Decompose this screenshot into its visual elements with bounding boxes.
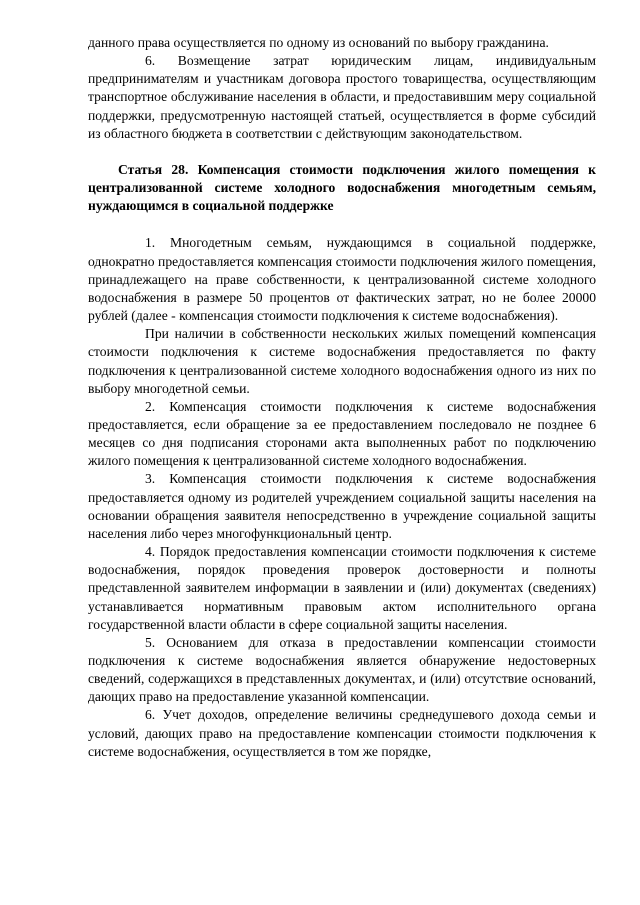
paragraph-item-5: 5. Основанием для отказа в предоставлении компенсации стоимости подключения к системе водоснабжения является обнаружение недостоверных сведений, содержащихся в представленных документах, и (или) отсутствие оснований, дающих право на предоставление указанной компенсации. bbox=[88, 634, 596, 705]
paragraph-item-1: 1. Многодетным семьям, нуждающимся в социальной поддержке, однократно предоставляется компенсация стоимости подключения жилого помещения, принадлежащего на праве собственности, к централизованной системе холодного водоснабжения в размере 50 процентов от фактических затрат, но не более 20000 рублей (далее - компенсация стоимости подключения к системе водоснабжения). bbox=[88, 235, 596, 324]
article-28-heading: Статья 28. Компенсация стоимости подключения жилого помещения к централизованной системе холодного водоснабжения многодетным семьям, нуждающимся в социальной поддержке bbox=[88, 161, 596, 214]
paragraph-item-6: 6. Учет доходов, определение величины среднедушевого дохода семьи и условий, дающих право на предоставление компенсации стоимости подключения к системе водоснабжения, осуществляется в том же порядке, bbox=[88, 707, 596, 759]
paragraph-item-2: 2. Компенсация стоимости подключения к системе водоснабжения предоставляется, если обращение за ее предоставлением последовало не позднее 6 месяцев со дня подписания сторонами акта выполненных работ по подключению жилого помещения к централизованной системе холодного водоснабжения. bbox=[88, 398, 596, 469]
paragraph-item-4: 4. Порядок предоставления компенсации стоимости подключения к системе водоснабжения, порядок проведения проверок достоверности и полноты представленной заявителем информации в заявлении и (или) документах (сведениях) устанавливается нормативным правовым актом исполнительного органа государственной власти области в сфере социальной защиты населения. bbox=[88, 544, 596, 632]
paragraph-multiple-dwellings: При наличии в собственности нескольких жилых помещений компенсация стоимости подключения к системе водоснабжения предоставляется по факту подключения к централизованной системе холодного водоснабжения одного из них по выбору многодетной семьи. bbox=[88, 326, 596, 396]
document-page bbox=[88, 34, 596, 761]
paragraph-item-6-reimbursement: 6. Возмещение затрат юридическим лицам, индивидуальным предпринимателям и участникам договора простого товарищества, осуществляющим транспортное обслуживание населения в области, и предоставившим меру социальной поддержки, предусмотренную настоящей статьей, осуществляется в форме субсидий из областного бюджета в соответствии с действующим законодательством. bbox=[88, 53, 596, 141]
paragraph-item-3: 3. Компенсация стоимости подключения к системе водоснабжения предоставляется одному из родителей учреждением социальной защиты населения на основании обращения заявителя непосредственно в учреждение социальной защиты населения либо через многофункциональный центр. bbox=[88, 471, 596, 541]
paragraph-continuation: данного права осуществляется по одному из оснований по выбору гражданина. bbox=[88, 35, 549, 50]
